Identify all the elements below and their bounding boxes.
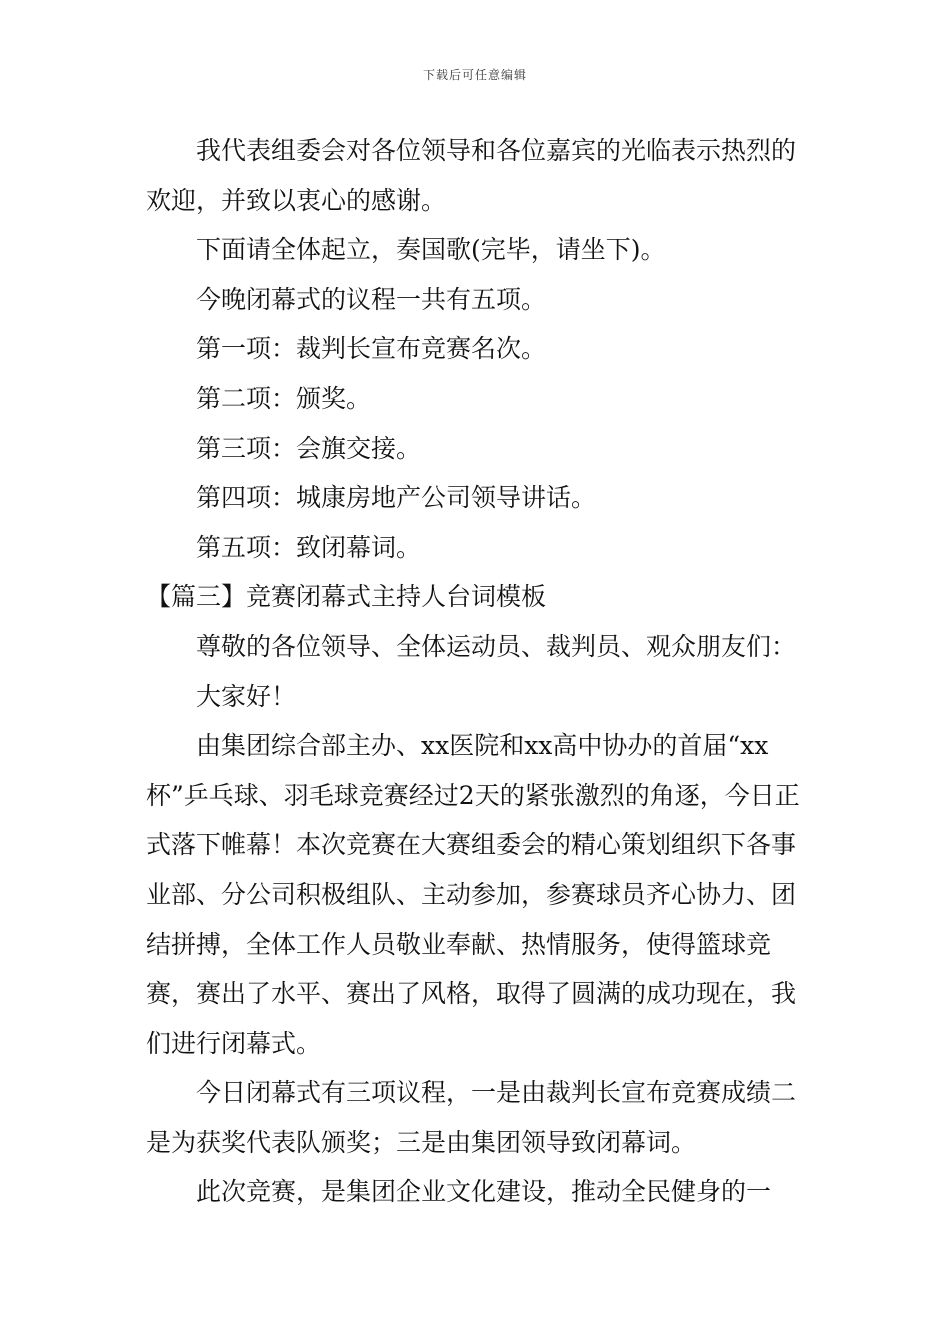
agenda-intro: 今晚闭幕式的议程一共有五项。 — [196, 284, 547, 314]
document-body — [146, 126, 808, 1217]
agenda-item: 第五项：致闭幕词。 — [196, 532, 422, 562]
paragraph: 此次竞赛，是集团企业文化建设，推动全民健身的一 — [196, 1177, 772, 1207]
greeting: 大家好！ — [196, 681, 297, 711]
salutation: 尊敬的各位领导、全体运动员、裁判员、观众朋友们： — [196, 631, 797, 661]
agenda-item: 第四项：城康房地产公司领导讲话。 — [196, 483, 597, 513]
agenda-item: 第二项：颁奖。 — [196, 383, 372, 413]
paragraph: 我代表组委会对各位领导和各位嘉宾的光临表示热烈的欢迎，并致以衷心的感谢。 — [146, 136, 797, 215]
paragraph: 今日闭幕式有三项议程，一是由裁判长宣布竞赛成绩二是为获奖代表队颁奖；三是由集团领导致闭幕词。 — [146, 1078, 797, 1157]
section-heading: 【篇三】竞赛闭幕式主持人台词模板 — [146, 582, 547, 612]
agenda-item: 第三项：会旗交接。 — [196, 433, 422, 463]
page-header: 下载后可任意编辑 — [422, 68, 527, 82]
agenda-item: 第一项：裁判长宣布竞赛名次。 — [196, 334, 547, 364]
paragraph: 下面请全体起立，奏国歌(完毕，请坐下)。 — [196, 235, 666, 265]
paragraph: 由集团综合部主办、xx医院和xx高中协办的首届“xx杯”乒乓球、羽毛球竞赛经过2天的紧张激烈的角逐，今日正式落下帷幕！本次竞赛在大赛组委会的精心策划组织下各事业部、分公司积极组队、主动参加，参赛球员齐心协力、团结拼搏，全体工作人员敬业奉献、热情服务，使得篮球竞赛，赛出了水平、赛出了风格，取得了圆满的成功现在，我们进行闭幕式。 — [146, 731, 800, 1058]
